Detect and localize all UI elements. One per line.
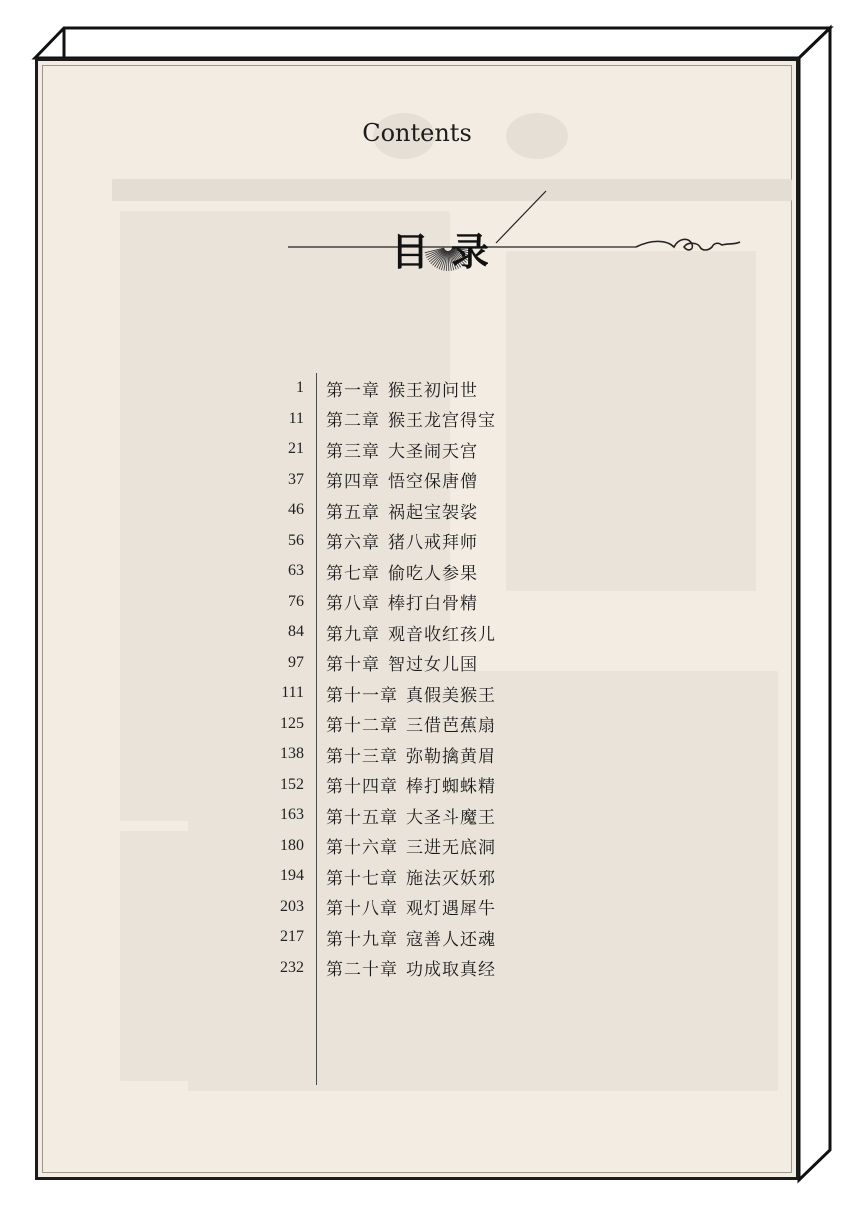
- toc-chapter-title: 悟空保唐僧: [388, 472, 478, 493]
- toc-row[interactable]: [252, 953, 612, 984]
- toc-page-number: 203: [280, 897, 304, 915]
- toc-chapter-label: 第十章: [326, 655, 380, 676]
- toc-chapter-label: 第十五章: [326, 807, 398, 828]
- contents-english-title: Contents: [362, 119, 472, 147]
- toc-chapter-label: 第十一章: [326, 685, 398, 706]
- toc-divider: [316, 373, 317, 1085]
- toc-page-number: 21: [288, 440, 304, 458]
- toc-row[interactable]: [252, 709, 612, 740]
- toc-chapter-label: 第六章: [326, 533, 380, 554]
- toc-chapter-title: 猪八戒拜师: [388, 533, 478, 554]
- toc-page-number: 138: [280, 745, 304, 763]
- toc-page-number: 56: [288, 531, 304, 549]
- toc-chapter-label: 第十三章: [326, 746, 398, 767]
- toc-chapter-label: 第四章: [326, 472, 380, 493]
- toc-page-number: 11: [288, 409, 304, 427]
- toc-page-number: 152: [280, 775, 304, 793]
- toc-chapter-label: 第七章: [326, 563, 380, 584]
- toc-chapter-title: 偷吃人参果: [388, 563, 478, 584]
- toc-page-number: 1: [296, 379, 304, 397]
- toc-row[interactable]: [252, 770, 612, 801]
- toc-chapter-title: 施法灭妖邪: [406, 868, 496, 889]
- toc-row[interactable]: [252, 648, 612, 679]
- toc-page-number: 217: [280, 928, 304, 946]
- toc-chapter-title: 功成取真经: [406, 960, 496, 981]
- book-page: [35, 58, 799, 1180]
- toc-chapter-title: 猴王龙宫得宝: [388, 411, 496, 432]
- toc-chapter-label: 第十七章: [326, 868, 398, 889]
- toc-page-number: 97: [288, 653, 304, 671]
- toc-chapter-title: 观音收红孩儿: [388, 624, 496, 645]
- mulu-title: 目录: [391, 229, 512, 274]
- toc-page-number: 76: [288, 592, 304, 610]
- flourish-icon: [636, 239, 740, 250]
- toc-row[interactable]: [252, 465, 612, 496]
- toc-row[interactable]: [252, 922, 612, 953]
- toc-chapter-label: 第十八章: [326, 899, 398, 920]
- toc-chapter-title: 弥勒擒黄眉: [406, 746, 496, 767]
- toc-chapter-label: 第三章: [326, 441, 380, 462]
- toc-page-number: 37: [288, 470, 304, 488]
- table-of-contents: [252, 373, 612, 983]
- toc-row[interactable]: [252, 434, 612, 465]
- toc-chapter-title: 棒打蜘蛛精: [406, 777, 496, 798]
- toc-chapter-label: 第十九章: [326, 929, 398, 950]
- toc-page-number: 232: [280, 958, 304, 976]
- toc-chapter-title: 观灯遇犀牛: [406, 899, 496, 920]
- toc-row[interactable]: [252, 739, 612, 770]
- toc-chapter-label: 第二十章: [326, 960, 398, 981]
- toc-row[interactable]: [252, 556, 612, 587]
- toc-chapter-label: 第五章: [326, 502, 380, 523]
- toc-page-number: 194: [280, 867, 304, 885]
- toc-chapter-label: 第九章: [326, 624, 380, 645]
- toc-page-number: 125: [280, 714, 304, 732]
- toc-chapter-title: 三进无底洞: [406, 838, 496, 859]
- toc-chapter-label: 第十六章: [326, 838, 398, 859]
- toc-chapter-title: 猴王初问世: [388, 380, 478, 401]
- toc-row[interactable]: [252, 526, 612, 557]
- show-through-block: [120, 831, 192, 1081]
- toc-row[interactable]: [252, 678, 612, 709]
- toc-page-number: 163: [280, 806, 304, 824]
- toc-page-number: 46: [288, 501, 304, 519]
- toc-row[interactable]: [252, 404, 612, 435]
- toc-chapter-title: 智过女儿国: [388, 655, 478, 676]
- toc-chapter-label: 第十二章: [326, 716, 398, 737]
- toc-row[interactable]: [252, 587, 612, 618]
- toc-chapter-title: 三借芭蕉扇: [406, 716, 496, 737]
- toc-chapter-title: 大圣斗魔王: [406, 807, 496, 828]
- toc-chapter-title: 祸起宝袈裟: [388, 502, 478, 523]
- toc-row[interactable]: [252, 831, 612, 862]
- toc-chapter-label: 第十四章: [326, 777, 398, 798]
- title-ornament: [38, 61, 799, 321]
- toc-row[interactable]: [252, 373, 612, 404]
- toc-row[interactable]: [252, 892, 612, 923]
- toc-chapter-label: 第八章: [326, 594, 380, 615]
- toc-page-number: 111: [281, 684, 304, 702]
- toc-row[interactable]: [252, 617, 612, 648]
- toc-chapter-title: 真假美猴王: [406, 685, 496, 706]
- toc-chapter-label: 第一章: [326, 380, 380, 401]
- toc-row[interactable]: [252, 800, 612, 831]
- toc-row[interactable]: [252, 861, 612, 892]
- toc-chapter-title: 大圣闹天宫: [388, 441, 478, 462]
- toc-page-number: 84: [288, 623, 304, 641]
- toc-page-number: 63: [288, 562, 304, 580]
- toc-chapter-title: 寇善人还魂: [406, 929, 496, 950]
- toc-chapter-title: 棒打白骨精: [388, 594, 478, 615]
- toc-row[interactable]: [252, 495, 612, 526]
- toc-page-number: 180: [280, 836, 304, 854]
- toc-chapter-label: 第二章: [326, 411, 380, 432]
